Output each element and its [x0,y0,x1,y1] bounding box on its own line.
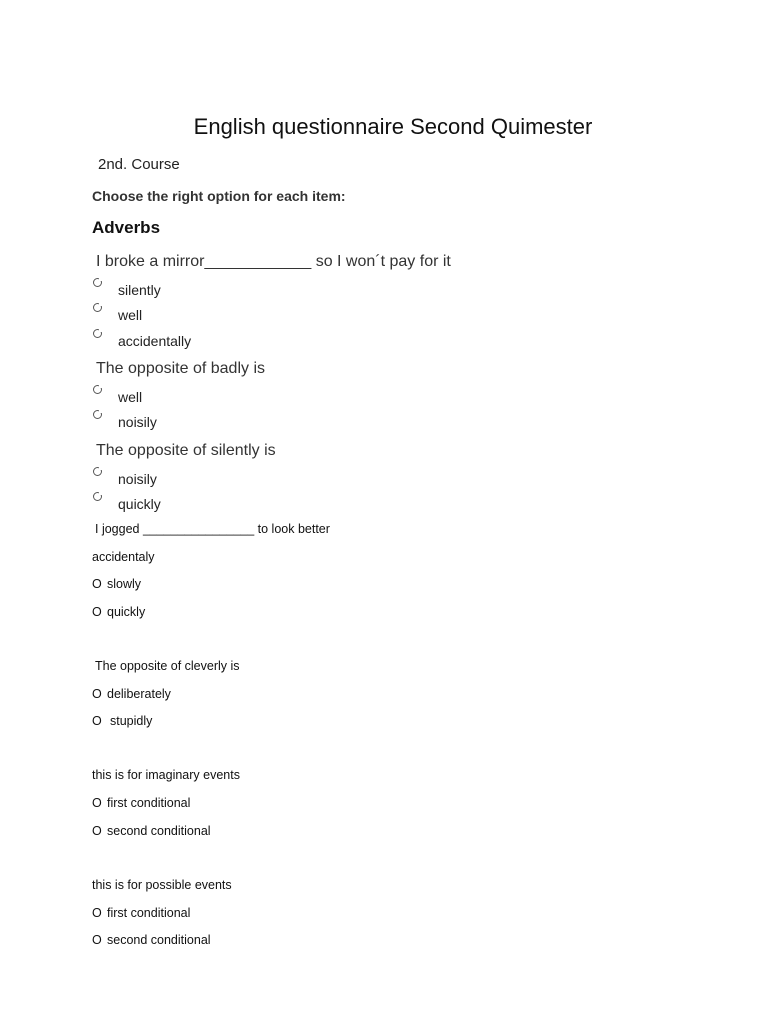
course-label: 2nd. Course [98,156,180,173]
option-label: second conditional [107,933,211,947]
option-marker: O [92,906,102,920]
option-label: well [118,389,143,405]
option-marker: O [92,605,102,619]
option-marker: O [92,577,102,591]
question-4-option-1[interactable] [92,577,141,591]
option-marker: O [92,796,102,810]
option-label: deliberately [107,687,171,701]
option-label: second conditional [107,824,211,838]
question-6-option-1[interactable] [92,796,190,810]
document-title: English questionnaire Second Quimester [193,114,593,139]
option-label: silently [118,282,161,298]
radio-button-icon[interactable] [93,303,102,312]
radio-button-icon[interactable] [93,385,102,394]
question-3-text: The opposite of silently is [96,442,276,459]
question-5-option-1[interactable] [92,687,171,701]
option-label: noisily [118,471,157,487]
radio-button-icon[interactable] [93,467,102,476]
option-label: well [118,307,143,323]
option-marker: O [92,687,102,701]
radio-button-icon[interactable] [93,410,102,419]
option-label: first conditional [107,796,191,810]
section-heading: Adverbs [92,218,161,237]
question-4-option-2[interactable] [92,605,145,619]
question-7-text: this is for possible events [92,878,232,892]
question-5-text: The opposite of cleverly is [95,659,240,673]
option-label: first conditional [107,906,191,920]
question-5-option-2[interactable] [92,714,152,728]
question-4-extra-line: accidentaly [92,550,155,564]
question-6-option-2[interactable] [92,824,211,838]
option-marker: O [92,933,102,947]
option-marker: O [92,714,102,728]
radio-button-icon[interactable] [93,329,102,338]
question-1-text: I broke a mirror____________ so I won´t pay for it [96,253,451,270]
option-label: slowly [107,577,142,591]
instructions-text: Choose the right option for each item: [92,188,346,204]
radio-button-icon[interactable] [93,278,102,287]
question-6-text: this is for imaginary events [92,768,240,782]
option-label: noisily [118,414,157,430]
question-7-option-1[interactable] [92,906,190,920]
question-7-option-2[interactable] [92,933,211,947]
radio-button-icon[interactable] [93,492,102,501]
option-label: quickly [118,496,161,512]
option-label: accidentally [118,333,192,349]
option-label: stupidly [110,714,153,728]
option-label: quickly [107,605,146,619]
question-2-text: The opposite of badly is [96,360,265,377]
option-marker: O [92,824,102,838]
question-4-text: I jogged ________________ to look better [95,522,330,536]
